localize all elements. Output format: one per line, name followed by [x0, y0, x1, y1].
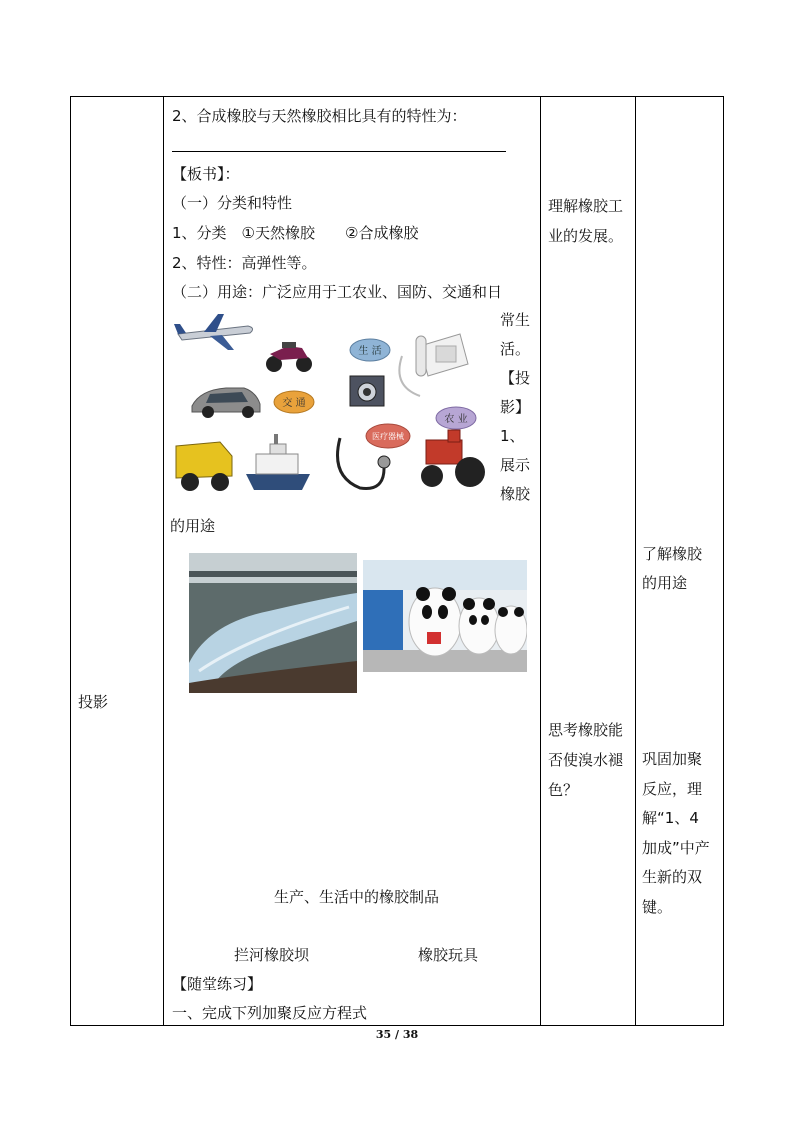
classification-line: 1、分类 ①天然橡胶 ②合成橡胶: [172, 224, 419, 242]
wrap-char-7: 橡胶: [500, 485, 531, 503]
wrap-char-4: 影】: [500, 398, 531, 416]
answer-blank-line: [172, 151, 506, 152]
practice-heading: 【随堂练习】: [172, 975, 263, 993]
caption-rubber-dam: 拦河橡胶坝: [234, 946, 310, 964]
board-heading: 【板书】：: [172, 165, 240, 183]
section-classification: （一）分类和特性: [172, 194, 293, 212]
wrap-char-1: 常生: [500, 311, 531, 329]
purpose-learn-text: 了解橡胶的用途: [642, 545, 703, 592]
camera-icon: [350, 376, 384, 406]
table-left-border: [70, 96, 71, 1026]
rubber-dam-photo: [189, 553, 357, 693]
student-understand-text: 理解橡胶工业的发展。: [548, 197, 624, 245]
wrap-char-2: 活。: [500, 340, 531, 358]
purpose-consolidate-text: 巩固加聚反应，理解“1、4加成”中产生新的双键。: [642, 750, 710, 916]
page-number: 35 / 38: [375, 1028, 419, 1041]
table-top-border: [70, 96, 724, 97]
wrap-char-6: 展示: [500, 456, 531, 474]
telephone-icon: [399, 334, 468, 396]
section-uses: （二）用途：广泛应用于工农业、国防、交通和日: [172, 283, 503, 301]
student-think-text: 思考橡胶能否使溴水褪色？: [548, 721, 624, 799]
motorcycle-icon: [266, 342, 312, 372]
rubber-uses-illustration: [170, 306, 498, 506]
wrap-char-3: 【投: [500, 369, 531, 387]
table-right-border: [723, 96, 724, 1026]
use-tail: 的用途: [170, 517, 216, 535]
question-item-2: 2、合成橡胶与天然橡胶相比具有的特性为：: [172, 107, 467, 125]
medical-bubble-label: 医疗器械: [372, 432, 404, 441]
table-bottom-border: [70, 1025, 724, 1026]
column-divider-2: [540, 96, 541, 1026]
life-bubble-label: 生 活: [358, 346, 382, 357]
stage-label: 投影: [78, 693, 109, 711]
column-divider-1: [163, 96, 164, 1026]
caption-products: 生产、生活中的橡胶制品: [274, 888, 440, 906]
practice-item-1: 一、完成下列加聚反应方程式: [172, 1004, 368, 1022]
wrap-char-5: 1、: [500, 427, 525, 445]
tractor-icon: [421, 430, 485, 487]
feature-line: 2、特性：高弹性等。: [172, 254, 317, 272]
dump-truck-icon: [176, 442, 232, 491]
panda-toys-photo: [363, 560, 527, 672]
car-icon: [192, 388, 260, 418]
traffic-bubble-label: 交 通: [282, 398, 306, 409]
rubber-uses-collage: [170, 306, 498, 506]
ship-icon: [246, 434, 310, 490]
column-divider-3: [635, 96, 636, 1026]
airplane-icon: [174, 314, 253, 350]
agri-bubble-label: 农 业: [444, 414, 468, 425]
caption-rubber-toy: 橡胶玩具: [418, 946, 479, 964]
